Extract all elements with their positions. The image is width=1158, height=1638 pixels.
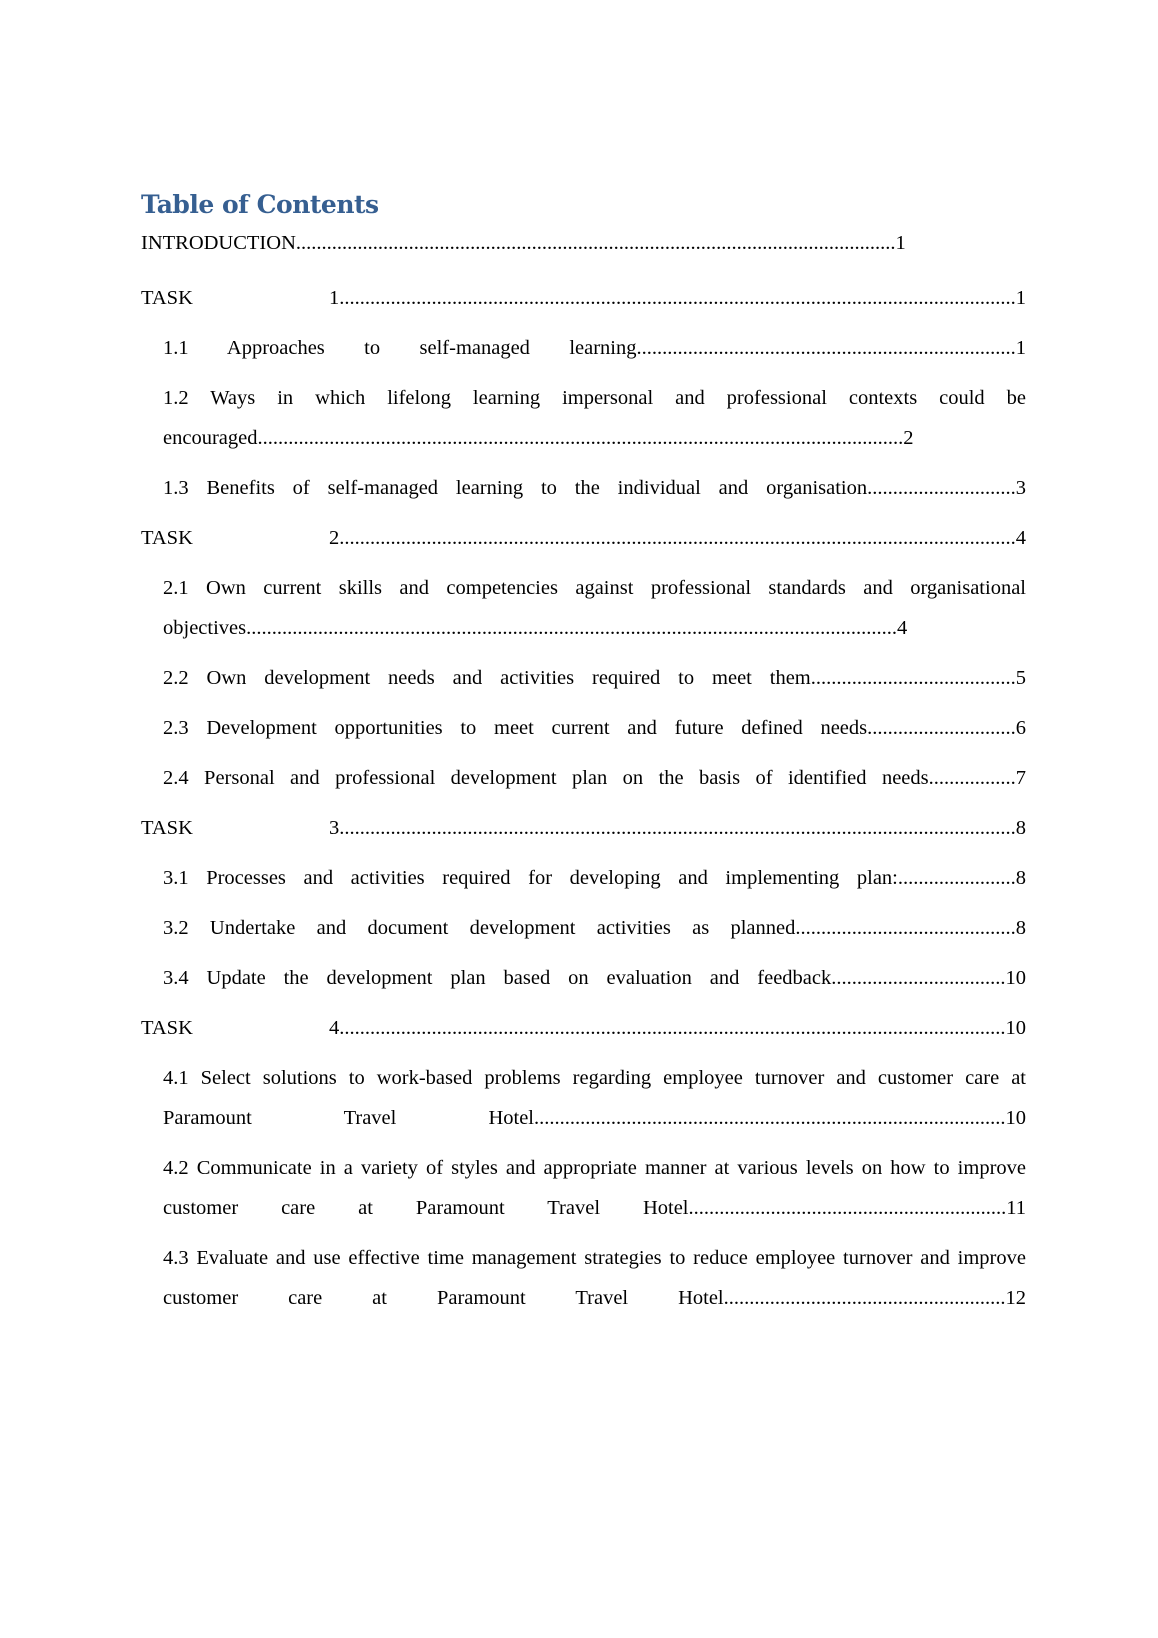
toc-entry[interactable] <box>141 1148 1026 1228</box>
toc-leader-dots: .................................................................................................................................. <box>339 1017 1006 1039</box>
document-page <box>141 188 1026 1328</box>
toc-entry[interactable] <box>141 808 1026 848</box>
toc-title: Table of Contents <box>141 190 379 219</box>
toc-page-number: 12 <box>1005 1287 1026 1309</box>
toc-page-number: 1 <box>1015 337 1026 359</box>
toc-leader-dots: ........................................... <box>795 917 1016 939</box>
toc-page-number: 7 <box>1015 767 1026 789</box>
toc-entry-text: TASK 4 <box>141 1017 340 1039</box>
toc-leader-dots: ........................................ <box>810 667 1016 689</box>
toc-entry-text: 2.3 Development opportunities to meet current and future defined needs <box>163 717 868 739</box>
toc-page-number: 1 <box>1015 287 1026 309</box>
toc-page-number: 1 <box>895 232 906 254</box>
toc-page-number: 2 <box>903 427 914 449</box>
toc-entry-text: 4.1 Select solutions to work-based problems regarding employee turnover and customer care at Paramount Travel Hotel <box>163 1067 1026 1129</box>
toc-entry-text: 1.2 Ways in which lifelong learning impersonal and professional contexts could be encouraged <box>163 387 1026 449</box>
toc-leader-dots: .................................................................................................................................... <box>339 817 1016 839</box>
toc-entry[interactable] <box>141 958 1026 998</box>
toc-leader-dots: ..................................................................................................................... <box>295 232 896 254</box>
toc-entry-text: 3.2 Undertake and document development activities as planned <box>163 917 796 939</box>
toc-leader-dots: ............................. <box>867 717 1016 739</box>
toc-entry-text: 2.2 Own development needs and activities required to meet them <box>163 667 811 689</box>
toc-page-number: 6 <box>1015 717 1026 739</box>
toc-page-number: 8 <box>1015 867 1026 889</box>
toc-list <box>141 228 1026 1318</box>
toc-entry[interactable] <box>141 1238 1026 1318</box>
toc-page-number: 10 <box>1005 1107 1026 1129</box>
toc-entry[interactable] <box>141 708 1026 748</box>
toc-entry[interactable] <box>141 328 1026 368</box>
toc-page-number: 4 <box>1015 527 1026 549</box>
toc-page-number: 8 <box>1015 917 1026 939</box>
toc-entry[interactable] <box>141 858 1026 898</box>
toc-leader-dots: ....................................................... <box>723 1287 1006 1309</box>
toc-entry-text: 2.1 Own current skills and competencies against professional standards and organisational objectives <box>163 577 1026 639</box>
toc-entry-text: 3.4 Update the development plan based on evaluation and feedback <box>163 967 832 989</box>
toc-entry-text: 1.1 Approaches to self-managed learning <box>163 337 637 359</box>
toc-leader-dots: .................................................................................................................................... <box>339 287 1016 309</box>
toc-entry-text: 4.2 Communicate in a variety of styles and appropriate manner at various levels on how to improve customer care at Paramount Travel Hotel <box>163 1157 1026 1219</box>
toc-leader-dots: ................. <box>928 767 1016 789</box>
toc-entry-text: 3.1 Processes and activities required for developing and implementing plan: <box>163 867 898 889</box>
toc-entry-text: TASK 2 <box>141 527 340 549</box>
toc-leader-dots: ............................................................................................................................... <box>246 617 897 639</box>
toc-entry-text: 4.3 Evaluate and use effective time management strategies to reduce employee turnover and improve customer care at Paramount Travel Hotel <box>163 1247 1026 1309</box>
toc-entry[interactable] <box>141 568 1026 648</box>
toc-entry[interactable] <box>141 1058 1026 1138</box>
toc-leader-dots: ............................................................................................ <box>534 1107 1006 1129</box>
toc-entry[interactable] <box>141 468 1026 508</box>
toc-page-number: 4 <box>897 617 908 639</box>
toc-page-number: 11 <box>1006 1197 1026 1219</box>
toc-entry[interactable] <box>141 378 1026 458</box>
toc-leader-dots: ............................. <box>867 477 1016 499</box>
toc-entry[interactable] <box>141 228 1026 258</box>
toc-leader-dots: .......................................................................... <box>636 337 1016 359</box>
toc-entry-text: 2.4 Personal and professional development plan on the basis of identified needs <box>163 767 929 789</box>
toc-page-number: 3 <box>1015 477 1026 499</box>
toc-leader-dots: .............................................................................................................................. <box>257 427 904 449</box>
toc-entry[interactable] <box>141 758 1026 798</box>
toc-page-number: 8 <box>1015 817 1026 839</box>
toc-page-number: 5 <box>1015 667 1026 689</box>
toc-entry[interactable] <box>141 278 1026 318</box>
toc-entry[interactable] <box>141 518 1026 558</box>
toc-leader-dots: .................................................................................................................................... <box>339 527 1016 549</box>
toc-page-number: 10 <box>1005 1017 1026 1039</box>
toc-leader-dots: .............................................................. <box>688 1197 1007 1219</box>
toc-leader-dots: ....................... <box>897 867 1016 889</box>
toc-entry[interactable] <box>141 1008 1026 1048</box>
toc-leader-dots: .................................. <box>831 967 1006 989</box>
toc-entry-text: 1.3 Benefits of self-managed learning to the individual and organisation <box>163 477 868 499</box>
toc-entry-text: TASK 3 <box>141 817 340 839</box>
toc-entry[interactable] <box>141 908 1026 948</box>
toc-entry-text: TASK 1 <box>141 287 340 309</box>
toc-page-number: 10 <box>1005 967 1026 989</box>
toc-entry-text: INTRODUCTION <box>141 232 296 254</box>
toc-entry[interactable] <box>141 658 1026 698</box>
